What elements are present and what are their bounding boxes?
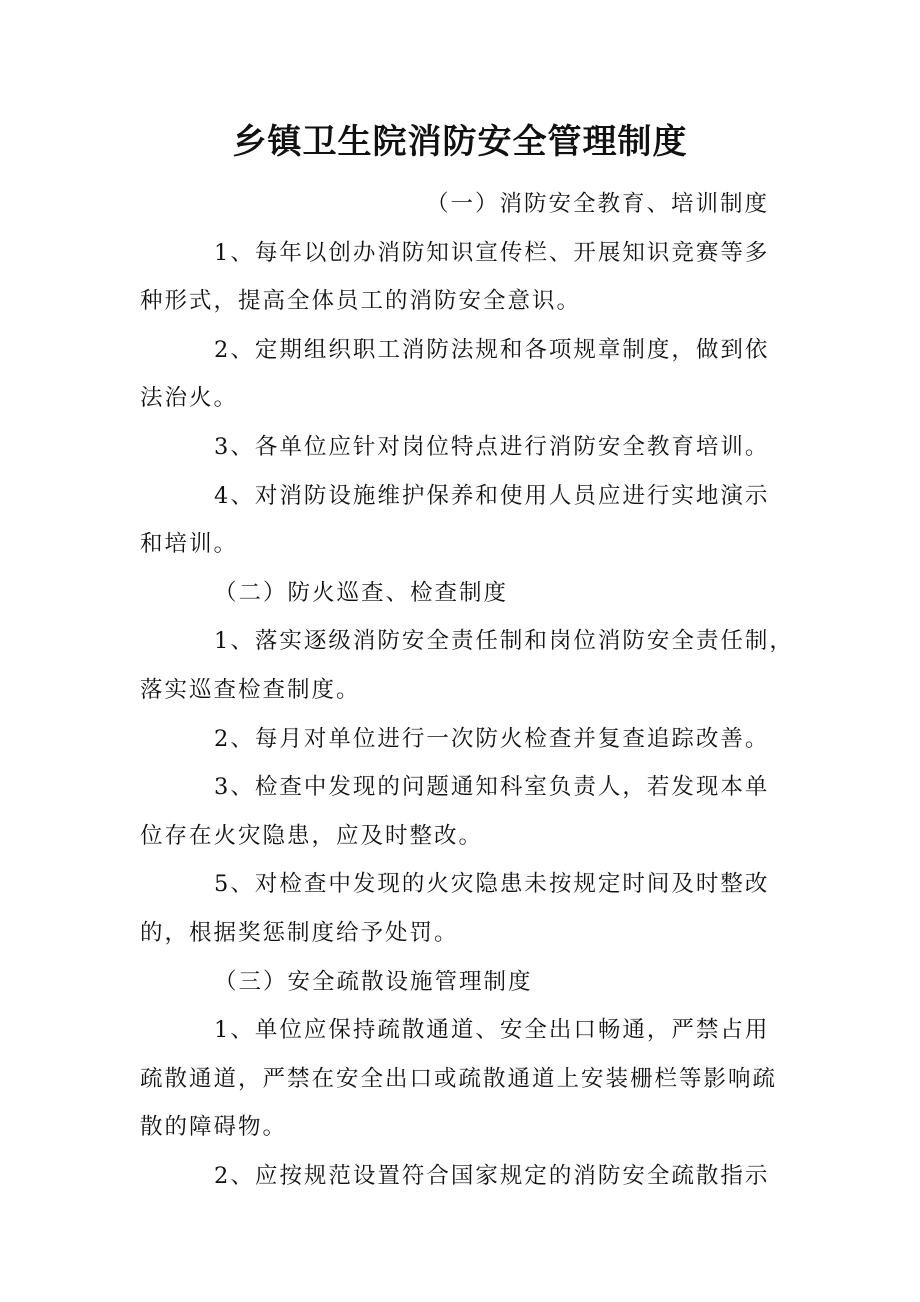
paragraph-line: 1、每年以创办消防知识宣传栏、开展知识竞赛等多 [214,239,770,266]
paragraph-line: 4、对消防设施维护保养和使用人员应进行实地演示 [214,482,770,509]
paragraph-line: 3、各单位应针对岗位特点进行消防安全教育培训。 [214,433,770,460]
paragraph-line: 2、应按规范设置符合国家规定的消防安全疏散指示 [214,1162,770,1189]
paragraph-line: 2、定期组织职工消防法规和各项规章制度，做到依 [214,336,770,363]
paragraph-line: 3、检查中发现的问题通知科室负责人，若发现本单 [214,774,770,801]
paragraph-line: 1、落实逐级消防安全责任制和岗位消防安全责任制， [214,628,794,655]
section-heading-1: （一）消防安全教育、培训制度 [426,191,770,217]
paragraph-line: 落实巡查检查制度。 [140,676,361,703]
paragraph-line: 1、单位应保持疏散通道、安全出口畅通，严禁占用 [214,1017,770,1044]
document-title: 乡镇卫生院消防安全管理制度 [232,122,688,162]
paragraph-line: 和培训。 [140,531,239,558]
paragraph-line: 2、每月对单位进行一次防火检查并复查追踪改善。 [214,725,770,752]
paragraph-line: 5、对检查中发现的火灾隐患未按规定时间及时整改 [214,871,770,898]
paragraph-line: 疏散通道，严禁在安全出口或疏散通道上安装栅栏等影响疏 [140,1065,778,1092]
section-heading-3: （三）安全疏散设施管理制度 [214,968,533,995]
paragraph-line: 的，根据奖惩制度给予处罚。 [140,919,459,946]
paragraph-line: 种形式，提高全体员工的消防安全意识。 [140,288,582,315]
paragraph-line: 散的障碍物。 [140,1114,288,1141]
section-heading-2: （二）防火巡查、检查制度 [214,579,509,606]
paragraph-line: 法治火。 [140,385,239,412]
paragraph-line: 位存在火灾隐患，应及时整改。 [140,822,484,849]
document-body [140,180,794,1200]
